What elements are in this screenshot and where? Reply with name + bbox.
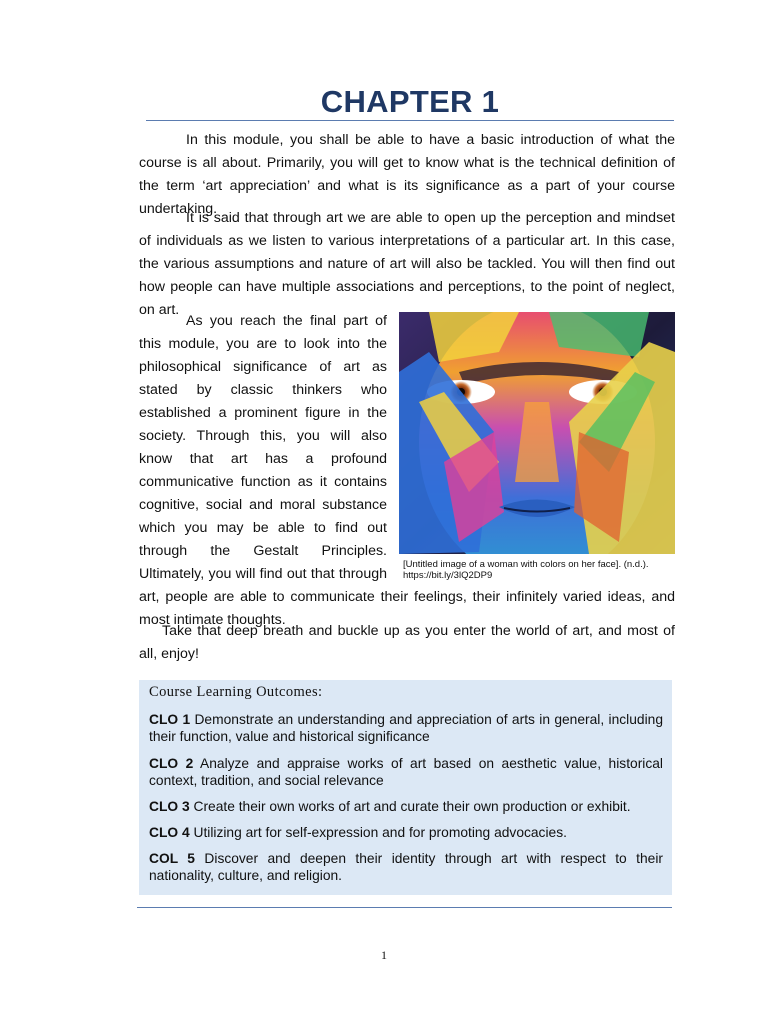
caption-citation: [Untitled image of a woman with colors on her face]. (n.d.). [403, 559, 649, 570]
outcome-item [149, 850, 663, 884]
outcome-code: COL 5 [149, 851, 195, 866]
outcome-item [149, 711, 663, 745]
outcome-code: CLO 4 [149, 825, 190, 840]
outcomes-heading: Course Learning Outcomes: [149, 684, 323, 700]
outcome-item [149, 798, 663, 815]
outcome-text: Create their own works of art and curate their own production or exhibit. [189, 799, 631, 814]
wrapped-section [139, 310, 675, 632]
closing-paragraph: Take that deep breath and buckle up as you enter the world of art, and most of all, enjoy! [139, 623, 675, 662]
course-learning-outcomes-box [139, 680, 672, 895]
outcome-text: Utilizing art for self-expression and for promoting advocacies. [189, 825, 567, 840]
outcome-code: CLO 3 [149, 799, 190, 814]
intro-paragraph: In this module, you shall be able to have a basic introduction of what the course is all about. Primarily, you will get to know what is the technical definition of the term ‘art appreciation’ and what is its significance as a part of your course undertaking. [139, 132, 675, 217]
painted-face-photo [399, 312, 675, 554]
figure-caption [403, 559, 675, 581]
outcome-item [149, 755, 663, 789]
outcome-code: CLO 1 [149, 712, 191, 727]
perception-paragraph: It is said that through art we are able to open up the perception and mindset of individuals as we listen to various interpretations of a particular art. In this case, the various assumptions and nature of art will also be tackled. You will then find out how people can have multiple associations and perceptions, to the point of neglect, on art. [139, 210, 675, 318]
outcome-code: CLO 2 [149, 756, 194, 771]
chapter-title: CHAPTER 1 [320, 84, 500, 119]
footer-divider [137, 907, 672, 908]
title-underline [146, 120, 674, 121]
outcome-item [149, 824, 663, 841]
caption-link[interactable]: https://bit.ly/3lQ2DP9 [403, 570, 493, 581]
philosophy-paragraph: As you reach the final part of this module, you are to look into the philosophical significance of art as stated by classic thinkers who established a prominent figure in the society. Through this, you will also know that art has a profound communicative function as it contains cognitive, social and moral substance which you may be able to find out through the Gestalt Principles. Ultimately, you will find out that through art, people are able to communicate their feelings, their infinitely varied ideas, and most intimate thoughts. [139, 313, 675, 628]
outcome-text: Demonstrate an understanding and appreciation of arts in general, including their function, value and historical significance [149, 712, 663, 744]
outcome-text: Analyze and appraise works of art based on aesthetic value, historical context, tradition, and social relevance [149, 756, 663, 788]
figure [399, 312, 675, 580]
outcome-text: Discover and deepen their identity through art with respect to their nationality, culture, and religion. [149, 851, 663, 883]
page-number: 1 [381, 948, 387, 962]
